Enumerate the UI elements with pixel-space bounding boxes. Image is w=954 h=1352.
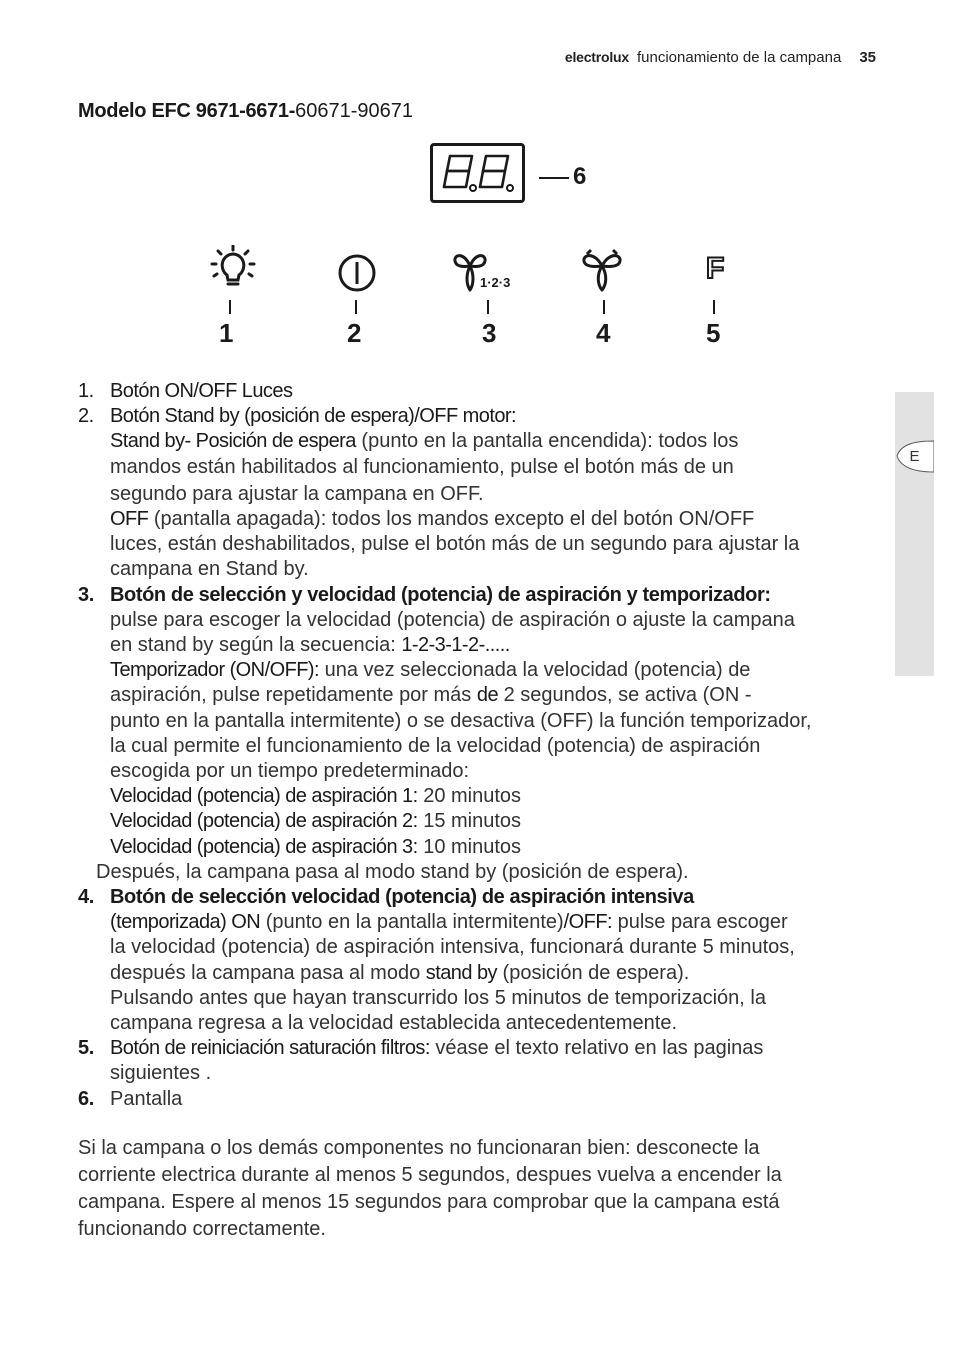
fan-intensive-icon	[577, 248, 627, 292]
display-panel	[430, 143, 525, 203]
text-line: Pulsando antes que hayan transcurrido los 5 minutos de temporización, la	[110, 986, 766, 1009]
seven-segment-display	[433, 146, 522, 200]
control-3-tick	[487, 300, 489, 314]
control-4-number: 4	[596, 318, 611, 348]
text-line: luces, están deshabilitados, pulse el botón más de un segundo para ajustar la	[110, 533, 800, 556]
text-line: (temporizada) ON (punto en la pantalla intermitente)/OFF: pulse para escoger	[110, 911, 788, 934]
off-label: OFF	[110, 508, 149, 531]
speed-1-line: Velocidad (potencia) de aspiración 1: 20 minutos	[110, 785, 522, 808]
text-line: mandos están habilitados al funcionamiento, pulse el botón más de un	[110, 455, 734, 478]
troubleshooting-paragraph	[78, 1135, 878, 1243]
language-side-tab	[895, 392, 934, 676]
sequence-value: 1-2-3-1-2-.....	[401, 634, 510, 657]
control-4-tick	[603, 300, 605, 314]
text-line: campana. Espere al menos 15 segundos para comprobar que la campana está	[78, 1191, 780, 1213]
section-title: funcionamiento de la campana	[637, 49, 842, 66]
text-line: corriente electrica durante al menos 5 segundos, despues vuelva a encender la	[78, 1164, 782, 1186]
speed-2-line: Velocidad (potencia) de aspiración 2: 15 minutos	[110, 810, 522, 833]
text-line: OFF (pantalla apagada): todos los mandos excepto el del botón ON/OFF	[110, 508, 755, 531]
control-5-number: 5	[706, 318, 721, 348]
list-item-5: 5. Botón de reiniciación saturación filtros: véase el texto relativo en las paginas	[78, 1036, 878, 1061]
control-2-number: 2	[347, 318, 362, 348]
page-header	[565, 49, 876, 66]
text-line: aspiración, pulse repetidamente por más de 2 segundos, se activa (ON -	[110, 684, 752, 707]
item-number: 1.	[78, 380, 94, 402]
item-number: 6.	[78, 1087, 94, 1110]
item-title: Botón ON/OFF Luces	[110, 380, 293, 402]
control-5-tick	[713, 300, 715, 314]
model-title-rest: 60671-90671	[295, 100, 413, 122]
text-line: Si la campana o los demás componentes no funcionaran bien: desconecte la	[78, 1137, 760, 1159]
text-line: escogida por un tiempo predeterminado:	[110, 760, 470, 783]
text-line: campana en Stand by.	[110, 558, 309, 581]
control-3-number: 3	[482, 318, 497, 348]
fan-speed-sublabel: 1·2·3	[480, 275, 511, 290]
text-line: funcionando correctamente.	[78, 1218, 326, 1240]
text-line: segundo para ajustar la campana en OFF.	[110, 482, 484, 505]
model-title	[78, 100, 413, 123]
text-line: pulse para escoger la velocidad (potencia) de aspiración o ajuste la campana	[110, 608, 795, 631]
text-line: punto en la pantalla intermitente) o se desactiva (OFF) la función temporizador,	[110, 709, 812, 732]
timer-label: Temporizador (ON/OFF):	[110, 659, 320, 682]
text-line: Después, la campana pasa al modo stand by (posición de espera).	[96, 860, 689, 883]
list-item-1	[78, 379, 878, 404]
instructions-list	[78, 379, 878, 1112]
filter-reset-icon	[698, 250, 732, 286]
standby-label: Stand by- Posición de espera	[110, 430, 356, 453]
display-ref-number: 6	[573, 163, 587, 190]
control-2-tick	[355, 300, 357, 314]
text-line: en stand by según la secuencia: 1-2-3-1-2-.....	[110, 634, 510, 657]
text-line: Temporizador (ON/OFF): una vez seleccionada la velocidad (potencia) de	[110, 659, 751, 682]
page-number: 35	[859, 49, 876, 66]
model-title-bold: Modelo EFC 9671-6671-	[78, 100, 296, 122]
item-number: 3.	[78, 583, 94, 606]
text-line: siguientes .	[110, 1062, 212, 1085]
list-item-6	[78, 1087, 878, 1112]
item-title: Botón de reiniciación saturación filtros:	[110, 1037, 430, 1060]
text-line: Stand by- Posición de espera (punto en la pantalla encendida): todos los	[110, 430, 739, 453]
text-line: la cual permite el funcionamiento de la velocidad (potencia) de aspiración	[110, 734, 761, 757]
text-line: después la campana pasa al modo stand by (posición de espera).	[110, 961, 690, 984]
item-title: Botón Stand by (posición de espera)/OFF motor:	[110, 405, 517, 428]
list-item-2	[78, 404, 878, 429]
text-line: la velocidad (potencia) de aspiración intensiva, funcionará durante 5 minutos,	[110, 936, 795, 959]
control-1-tick	[229, 300, 231, 314]
language-letter: E	[909, 447, 920, 465]
list-item-3	[78, 583, 878, 608]
item-number: 4.	[78, 886, 94, 909]
fan-speed-icon	[452, 250, 522, 294]
control-1-number: 1	[219, 318, 234, 348]
filter-reset-glyph: F	[706, 252, 725, 285]
list-item-4	[78, 885, 878, 910]
light-bulb-icon	[209, 245, 259, 291]
item-title: Botón de selección y velocidad (potencia) de aspiración y temporizador:	[110, 583, 771, 606]
item-number: 2.	[78, 405, 94, 428]
text-line: campana regresa a la velocidad establecida antecedentemente.	[110, 1012, 678, 1035]
speed-3-line: Velocidad (potencia) de aspiración 3: 10 minutos	[110, 835, 522, 858]
item-title: Pantalla	[110, 1087, 183, 1110]
brand-name: electrolux	[564, 49, 629, 65]
display-leader-line	[539, 177, 569, 179]
power-icon	[336, 252, 378, 294]
item-number: 5.	[78, 1037, 94, 1060]
item-title: Botón de selección velocidad (potencia) de aspiración intensiva	[110, 886, 694, 909]
